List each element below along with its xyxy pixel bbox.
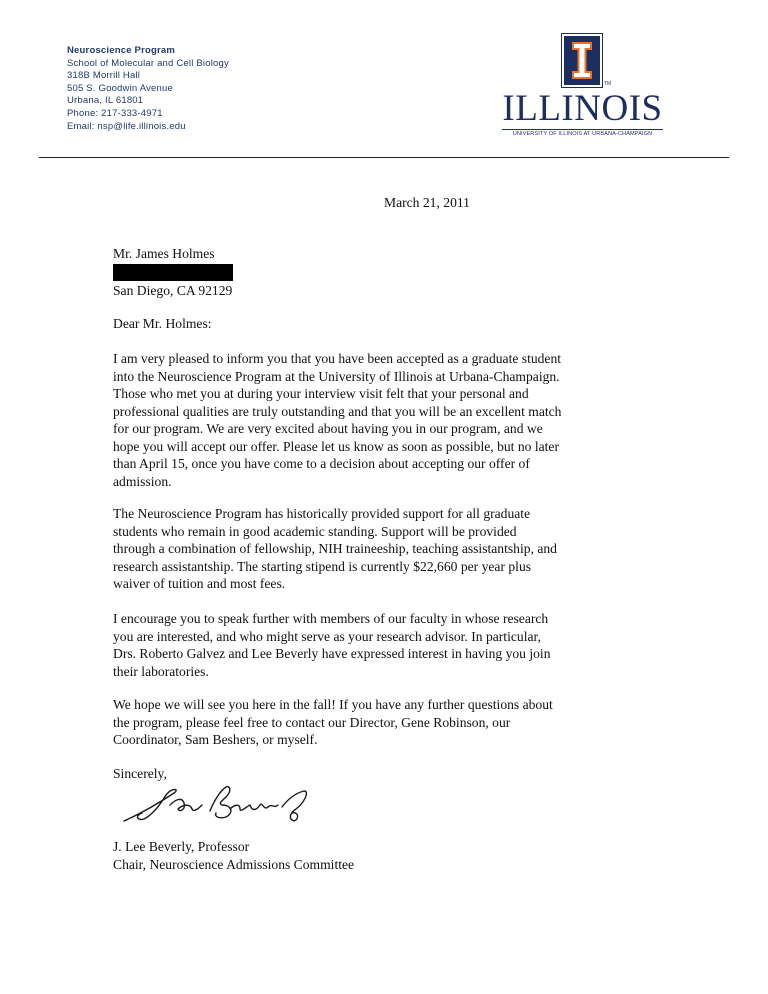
paragraph-line: you are interested, and who might serve as your research advisor. In particular, bbox=[113, 628, 541, 644]
illinois-logo bbox=[500, 33, 665, 143]
letterhead-city: Urbana, IL 61801 bbox=[67, 95, 144, 107]
paragraph-line: research assistantship. The starting stipend is currently $22,660 per year plus bbox=[113, 558, 532, 574]
paragraph-line: admission. bbox=[113, 473, 172, 489]
letterhead-email: Email: nsp@life.illinois.edu bbox=[67, 120, 186, 132]
block-i-icon bbox=[561, 33, 603, 88]
recipient-name: Mr. James Holmes bbox=[113, 246, 215, 261]
paragraph-line: through a combination of fellowship, NIH traineeship, teaching assistantship, and bbox=[113, 541, 557, 556]
paragraph-acceptance bbox=[113, 350, 623, 490]
trademark-mark: TM bbox=[604, 81, 612, 87]
paragraph-line: I am very pleased to inform you that you have been accepted as a graduate student bbox=[113, 351, 562, 366]
salutation: Dear Mr. Holmes: bbox=[113, 316, 212, 331]
paragraph-contact bbox=[113, 696, 623, 749]
recipient-city: San Diego, CA 92129 bbox=[113, 282, 233, 298]
letterhead-street: 505 S. Goodwin Avenue bbox=[67, 82, 173, 94]
redacted-street-address bbox=[113, 264, 233, 281]
paragraph-line: the program, please feel free to contact our Director, Gene Robinson, our bbox=[113, 714, 511, 730]
paragraph-support bbox=[113, 505, 623, 593]
paragraph-line: We hope we will see you here in the fall! If you have any further questions about bbox=[113, 697, 553, 712]
illinois-wordmark: ILLINOIS bbox=[502, 88, 663, 129]
letterhead-school: School of Molecular and Cell Biology bbox=[67, 57, 229, 69]
signer-title: Chair, Neuroscience Admissions Committee bbox=[113, 856, 355, 872]
paragraph-faculty bbox=[113, 610, 623, 680]
paragraph-line: than April 15, once you have come to a decision about accepting our offer of bbox=[113, 456, 530, 471]
paragraph-line: professional qualities are truly outstanding and that you will be an excellent match bbox=[113, 403, 562, 419]
paragraph-line: Drs. Roberto Galvez and Lee Beverly have expressed interest in having you join bbox=[113, 646, 551, 661]
paragraph-line: Coordinator, Sam Beshers, or myself. bbox=[113, 732, 318, 747]
letterhead-phone: Phone: 217-333-4971 bbox=[67, 107, 163, 119]
paragraph-line: their laboratories. bbox=[113, 663, 209, 679]
signer-name: J. Lee Beverly, Professor bbox=[113, 839, 250, 854]
paragraph-line: hope you will accept our offer. Please let us know as soon as possible, but no later bbox=[113, 438, 559, 454]
closing: Sincerely, bbox=[113, 766, 167, 781]
paragraph-line: students who remain in good academic standing. Support will be provided bbox=[113, 523, 517, 539]
letterhead bbox=[67, 45, 229, 133]
header-divider bbox=[39, 157, 729, 158]
letter-date: March 21, 2011 bbox=[384, 195, 470, 210]
letterhead-program: Neuroscience Program bbox=[67, 45, 176, 56]
handwritten-signature bbox=[122, 783, 312, 825]
paragraph-line: waiver of tuition and most fees. bbox=[113, 576, 286, 591]
paragraph-line: into the Neuroscience Program at the University of Illinois at Urbana-Champaign. bbox=[113, 368, 560, 384]
signature-block bbox=[113, 838, 354, 873]
paragraph-line: Those who met you at during your interview visit felt that your personal and bbox=[113, 386, 529, 401]
university-tagline: UNIVERSITY OF ILLINOIS AT URBANA-CHAMPAIGN bbox=[512, 131, 653, 137]
paragraph-line: I encourage you to speak further with members of our faculty in whose research bbox=[113, 611, 549, 626]
recipient-address bbox=[113, 245, 233, 299]
paragraph-line: The Neuroscience Program has historically provided support for all graduate bbox=[113, 506, 531, 521]
letterhead-room: 318B Morrill Hall bbox=[67, 70, 141, 82]
paragraph-line: for our program. We are very excited about having you in our program, and we bbox=[113, 421, 543, 436]
